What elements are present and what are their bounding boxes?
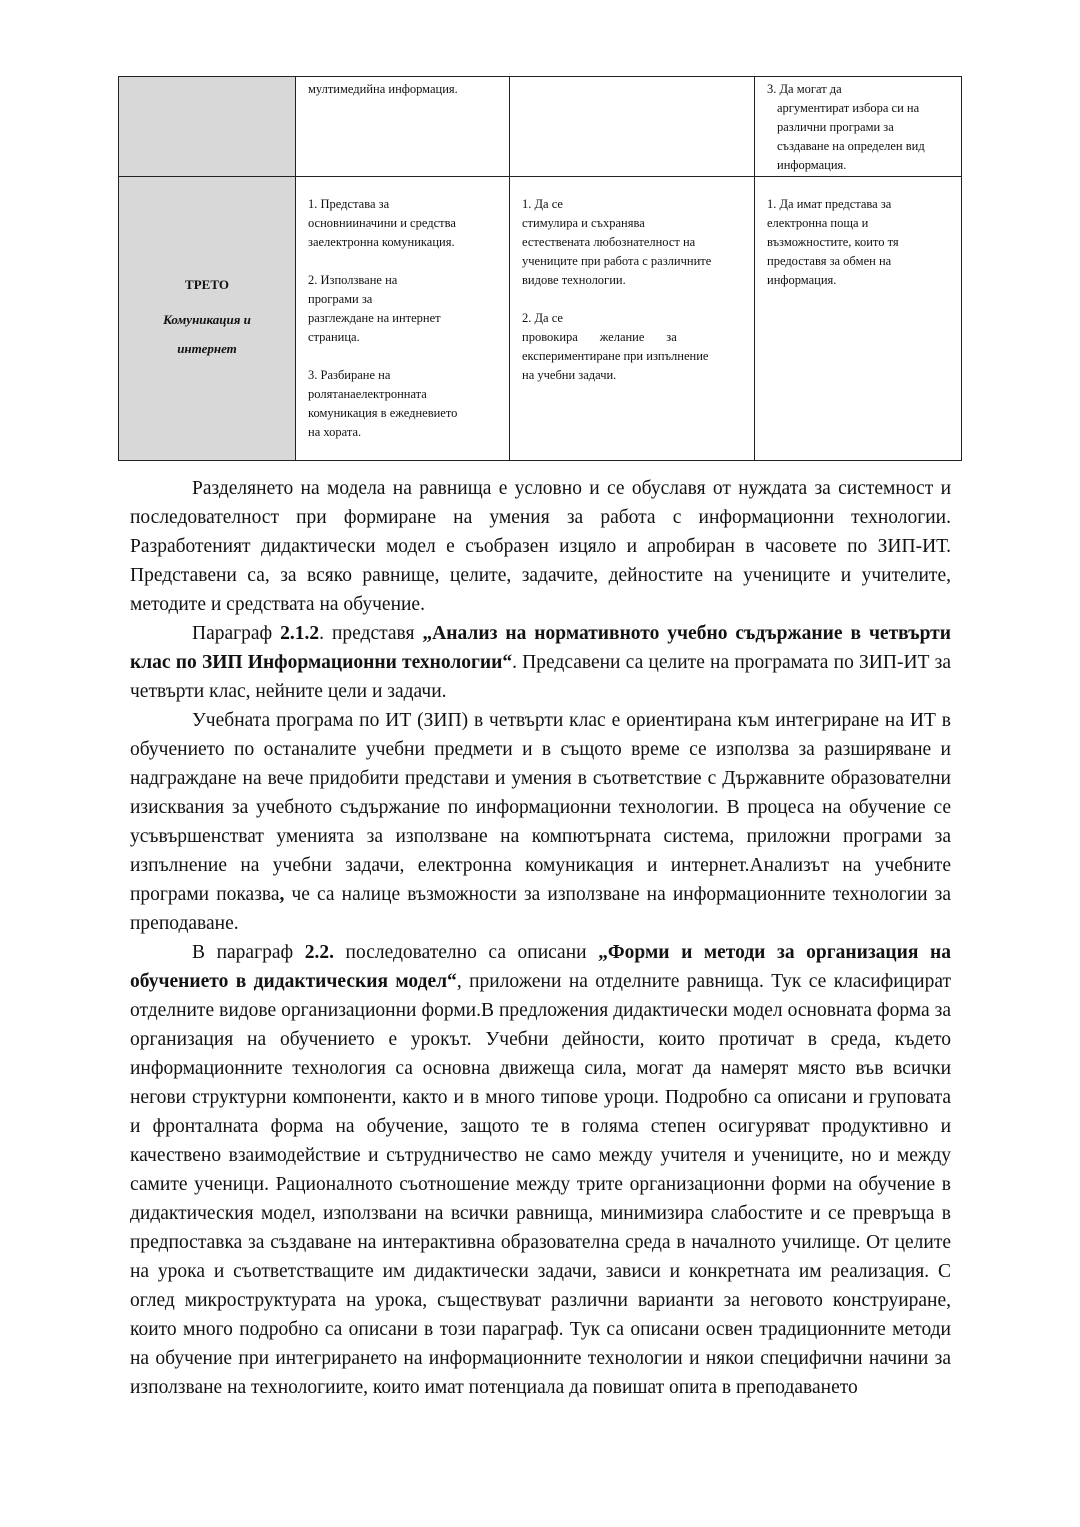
section-ref: 2.1.2 (280, 623, 320, 644)
level-cell (119, 177, 296, 461)
tasks-cell (510, 177, 755, 461)
cell-line: видове технологии. (522, 273, 626, 287)
spacer (308, 347, 499, 366)
cell-line: основнииначини и средства (308, 216, 456, 230)
results-cell (755, 177, 962, 461)
cell-line: 2. Да се (522, 311, 563, 325)
cell-line: информация. (777, 158, 847, 172)
cell-line: експериментиране при изпълнение (522, 349, 709, 363)
paragraph (130, 938, 951, 1402)
level-subtitle: интернет (177, 340, 237, 356)
cell-line: 1. Да имат представа за (767, 197, 892, 211)
text-run: , (279, 884, 285, 905)
body-text (130, 474, 951, 1402)
cell-line: ролятанаелектронната (308, 387, 427, 401)
text-run: Параграф (192, 623, 281, 644)
paragraph (130, 706, 951, 938)
cell-line: електронна поща и (767, 216, 869, 230)
text-run: , приложени на отделните равнища. Тук се класифицират отделните видове организационни форми.В предложения дидактически модел основната форма за организация на обучението е урокът. Учебни дейности, които протичат в среда, където информационните технология са основна движеща сила, могат да намерят място във всички негови структурни компоненти, както и в много типове уроци. Подробно са описани и груповата и фронталната форма на обучение, защото те в голяма степен осигуряват продуктивно и качествено взаимодействие и сътрудничество не само между учителя и учениците, но и между самите ученици. Рационалното съотношение между трите организационни форми на обучение в дидактическия модел, използвани на всички равнища, минимизира слабостите и се превръща в предпоставка за създаване на интерактивна образователна среда в началното училище. От целите на урока и съответстващите им дидактически задачи, зависи и конкретната им реализация. С оглед микроструктурата на урока, съществуват различни варианти за неговото конструиране, които много подробно са описани в този параграф. Тук са описани освен традиционните методи на обучение при интегрирането на информационните технологии и някои специфични начини за използване на технологиите, които имат потенциала да повишат опита в преподаването (130, 971, 952, 1398)
spacer (522, 290, 744, 309)
table-row (119, 77, 962, 177)
cell-line: създаване на определен вид (777, 139, 925, 153)
cell-line: разглеждане на интернет (308, 311, 441, 325)
cell-line: комуникация в ежедневието (308, 406, 458, 420)
text-run: . представя (319, 623, 423, 644)
text-run: последователно са описани (333, 942, 599, 963)
section-ref: 2.2. (304, 942, 334, 963)
paragraph (130, 619, 951, 706)
section-title: „Анализ на нормативното учебно съдържание в четвърти клас по ЗИП Информационни технологии“ (130, 623, 951, 673)
cell-line: програми за (308, 292, 373, 306)
results-cell (755, 77, 962, 177)
cell-line: естествената любознателност на (522, 235, 696, 249)
level-subtitle: Комуникация и (163, 311, 251, 327)
table-row (119, 177, 962, 461)
content-cell (296, 177, 510, 461)
section-title: „Форми и методи за организация на обучението в дидактическия модел“ (130, 942, 951, 992)
text-run: Учебната програма по ИТ (ЗИП) в четвърти клас е ориентирана към интегриране на ИТ в обучението по останалите учебни предмети и в същото време се използва за разширяване и надграждане на вече придобити представи и умения в съответствие с Държавните образователни изисквания за учебното съдържание по информационни технологии. В процеса на обучение се усъвършенстват уменията за използване на компютърната система, приложни програми за изпълнение на учебни задачи, електронна комуникация и интернет.Анализът на учебните програми показва (130, 710, 951, 905)
text-run: че са налице възможности за използване на информационните технологии за преподаване. (130, 884, 951, 934)
cell-line: на учебни задачи. (522, 368, 617, 382)
cell-line: 3. Да могат да (767, 82, 842, 96)
cell-line: провокира желание за (522, 330, 677, 344)
tasks-cell (510, 77, 755, 177)
cell-line: страница. (308, 330, 360, 344)
cell-line: 2. Използване на (308, 273, 398, 287)
cell-line: предоставя за обмен на (767, 254, 892, 268)
cell-line: информация. (767, 273, 837, 287)
level-title: ТРЕТО (185, 276, 229, 292)
cell-line: стимулира и съхранява (522, 216, 645, 230)
text-run: . Предсавени са целите на програмата по ЗИП-ИТ за четвърти клас, нейните цели и задачи. (130, 652, 951, 702)
text-run: В параграф (192, 942, 305, 963)
cell-line: възможностите, които тя (767, 235, 899, 249)
cell-line: 1. Да се (522, 197, 563, 211)
cell-line: на хората. (308, 425, 362, 439)
content-cell (296, 77, 510, 177)
spacer (308, 252, 499, 271)
cell-line: различни програми за (777, 120, 894, 134)
cell-line: учениците при работа с различните (522, 254, 712, 268)
level-cell (119, 77, 296, 177)
cell-line: заелектронна комуникация. (308, 235, 455, 249)
paragraph: Разделянето на модела на равнища е условно и се обуславя от нуждата за системност и последователност при формиране на умения за работа с информационни технологии. Разработеният дидактически модел е съобразен изцяло и апробиран в часовете по ЗИП-ИТ. Представени са, за всяко равнище, целите, задачите, дейностите на учениците и учителите, методите и средствата на обучение. (130, 478, 951, 615)
didactic-model-table (118, 76, 962, 461)
cell-line: аргументират избора си на (777, 101, 920, 115)
cell-line: 3. Разбиране на (308, 368, 391, 382)
cell-line: 1. Представа за (308, 197, 390, 211)
cell-text: мултимедийна информация. (308, 82, 458, 96)
